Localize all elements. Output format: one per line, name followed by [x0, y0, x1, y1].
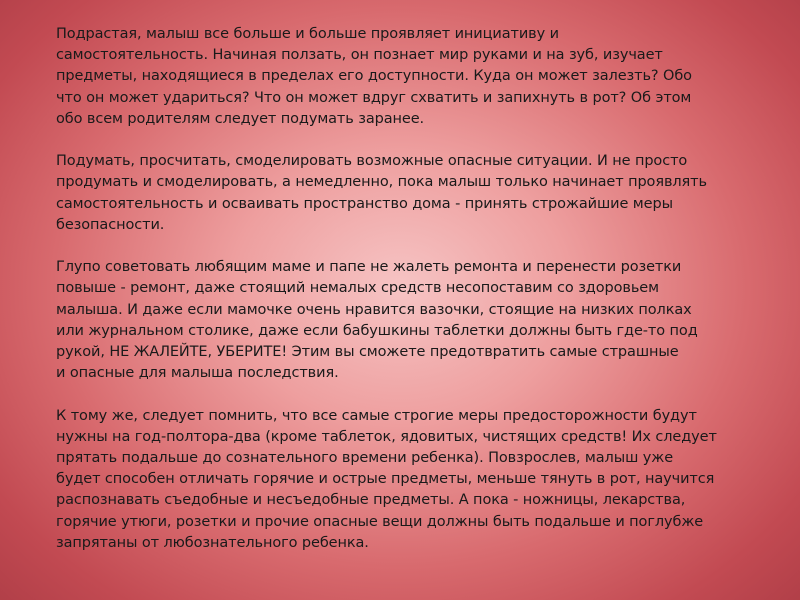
text-line: повыше - ремонт, даже стоящий немалых средств несопоставим со здоровьем [56, 280, 659, 297]
text-line: будет способен отличать горячие и острые предметы, меньше тянуть в рот, научится [56, 471, 715, 488]
text-line: запрятаны от любознательного ребенка. [56, 534, 369, 551]
paragraph-2 [56, 151, 756, 236]
text-block [56, 24, 756, 554]
paragraph-3 [56, 257, 756, 384]
text-line: безопасности. [56, 216, 165, 233]
text-line: продумать и смоделировать, а немедленно, пока малыш только начинает проявлять [56, 174, 707, 191]
text-line: малыша. И даже если мамочке очень нравится вазочки, стоящие на низких полках [56, 301, 692, 318]
text-line: предметы, находящиеся в пределах его доступности. Куда он может залезть? Обо [56, 68, 692, 85]
text-line: что он может удариться? Что он может вдруг схватить и запихнуть в рот? Об этом [56, 89, 692, 106]
text-line: Подрастая, малыш все больше и больше проявляет инициативу и [56, 26, 559, 42]
text-line: и опасные для малыша последствия. [56, 365, 339, 382]
text-line: распознавать съедобные и несъедобные предметы. А пока - ножницы, лекарства, [56, 492, 686, 509]
text-line: нужны на год-полтора-два (кроме таблеток, ядовитых, чистящих средств! Их следует [56, 428, 717, 445]
paragraph-4 [56, 406, 756, 554]
text-line: или журнальном столике, даже если бабушкины таблетки должны быть где-то под [56, 322, 698, 339]
paragraph-1 [56, 24, 756, 130]
text-line: горячие утюги, розетки и прочие опасные вещи должны быть подальше и поглубже [56, 513, 704, 530]
text-line: Глупо советовать любящим маме и папе не жалеть ремонта и перенести розетки [56, 259, 682, 276]
text-line: самостоятельность и осваивать пространство дома - принять строжайшие меры [56, 195, 673, 212]
text-line: рукой, НЕ ЖАЛЕЙТЕ, УБЕРИТЕ! Этим вы сможете предотвратить самые страшные [56, 344, 679, 361]
text-line: Подумать, просчитать, смоделировать возможные опасные ситуации. И не просто [56, 153, 688, 170]
text-line: К тому же, следует помнить, что все самые строгие меры предосторожности будут [56, 407, 697, 424]
text-line: прятать подальше до сознательного времени ребенка). Повзрослев, малыш уже [56, 450, 674, 467]
text-line: обо всем родителям следует подумать заранее. [56, 110, 425, 127]
text-line: самостоятельность. Начиная ползать, он познает мир руками и на зуб, изучает [56, 47, 663, 64]
